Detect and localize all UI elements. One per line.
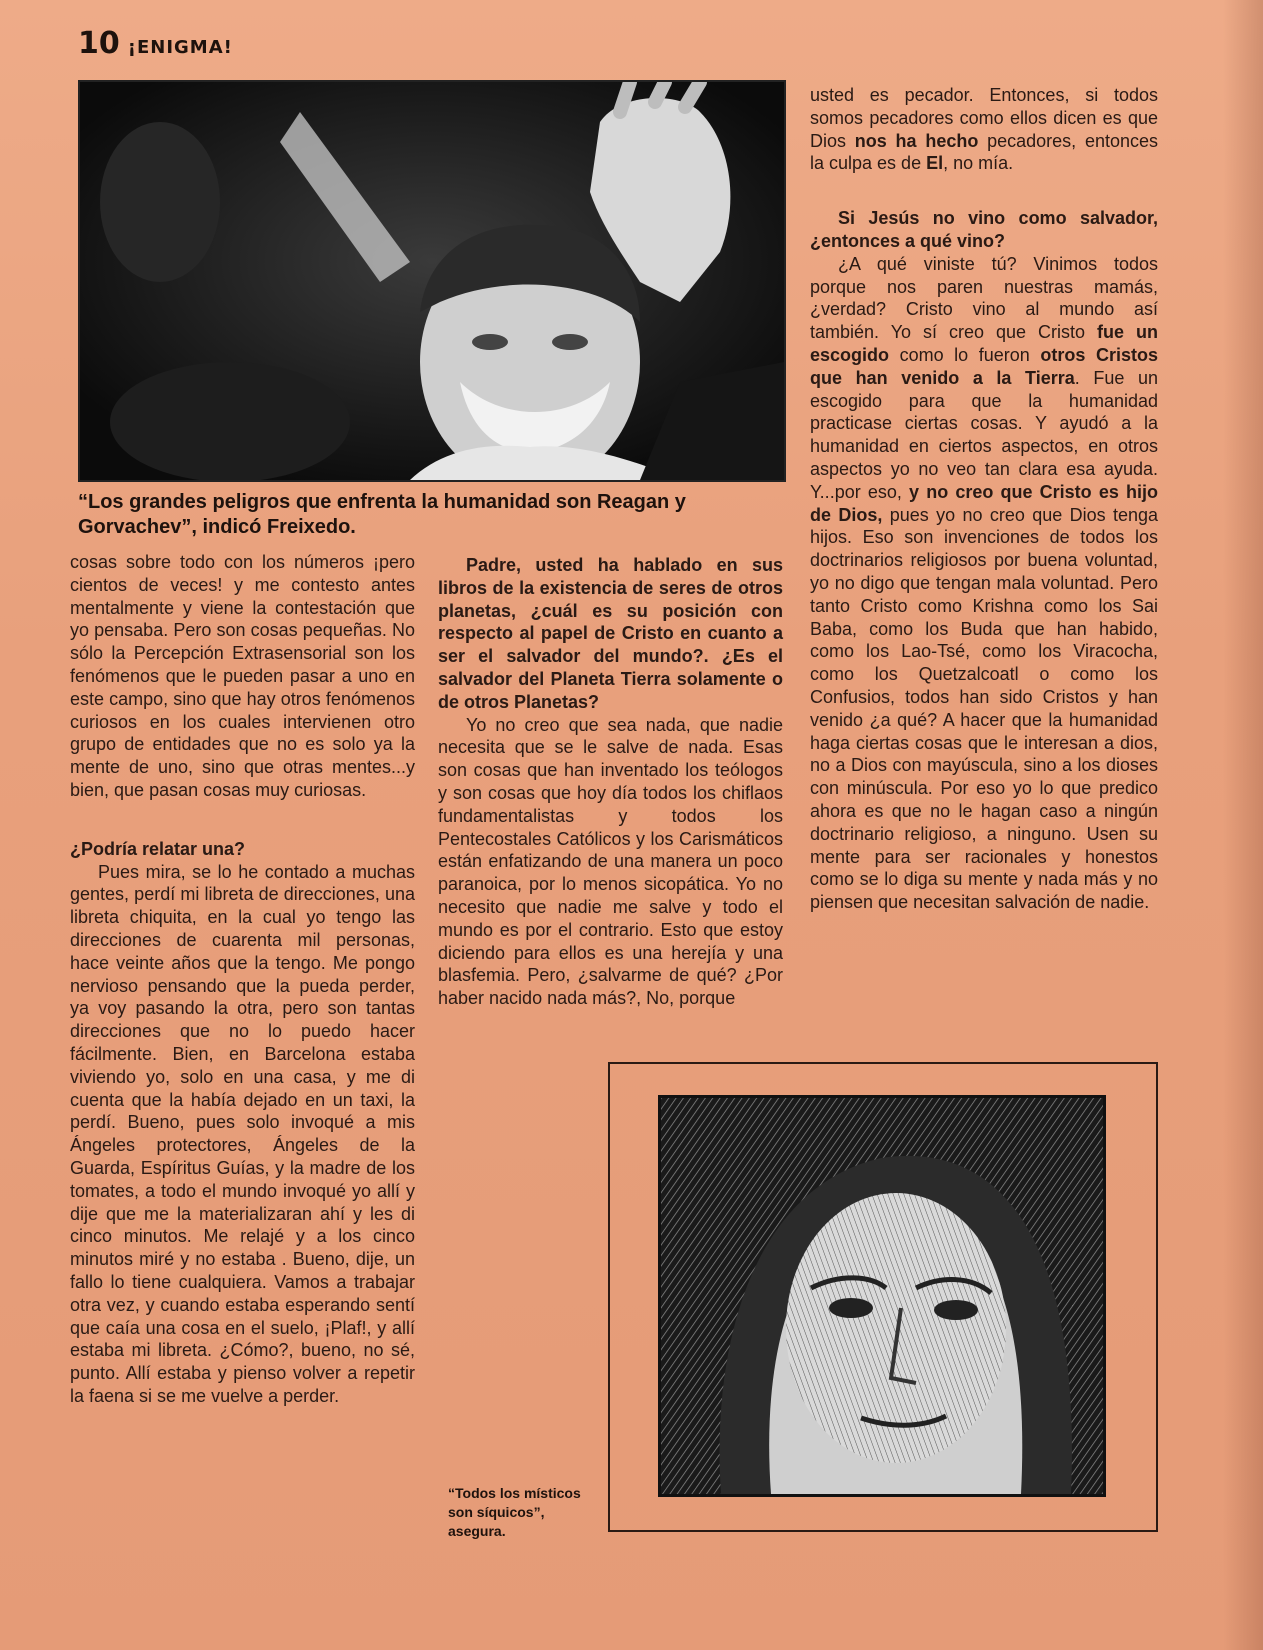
photo-top [78,80,786,482]
nun-portrait-engraving-icon [661,1098,1103,1494]
question-heading: Si Jesús no vino como salvador, ¿entonces a qué vino? [810,208,1158,251]
paragraph: usted es pecador. Entonces, si todos somos pecadores como ellos dicen es que Dios nos ha hecho pecadores, entonces la culpa es de El, no mía. [810,85,1158,174]
column-1 [70,551,415,1408]
magazine-name: ¡ENIGMA! [127,37,233,58]
question-heading: Padre, usted ha hablado en sus libros de la existencia de seres de otros planetas, ¿cuál es su posición con respecto al papel de Cristo en cuanto a ser el salvador del mundo?. ¿Es el salvador del Planeta Tierra solamente o de otros Planetas? [438,555,783,712]
question-heading: ¿Podría relatar una? [70,838,246,859]
photo-bottom [658,1095,1106,1497]
page-header [78,26,233,61]
smiling-man-photo-icon [80,82,784,480]
paragraph: ¿A qué viniste tú? Vinimos todos porque nos paren nuestras mamás, ¿verdad? Cristo vino al mundo así también. Yo sí creo que Cristo fue un escogido como lo fueron otros Cristos que han venido a la Tierra. Fue un escogido para que la humanidad practicase ciertas cosas. Y ayudó a la humanidad en ciertos aspectos, en otros aspectos yo no veo tan clara esa ayuda. Y...por eso, y no creo que Cristo es hijo de Dios, pues yo no creo que Dios tenga hijos. Eso son invenciones de todos los doctrinarios religiosos por buena voluntad, yo no digo que tengan mala voluntad. Pero tanto Cristo como Krishna como los Sai Baba, como los Buda que han habido, como los Lao-Tsé, como los Viracocha, como los Quetzalcoatl o como los Confusios, todos han sido Cristos y han venido ¿a qué? A hacer que la humanidad haga ciertas cosas que le interesan a dios, no a Dios con mayúscula, sino a los dioses con minúscula. Por eso yo lo que predico ahora es que no le hagan caso a ningún doctrinario religioso, a ninguno. Usen su mente para ser racionales y honestos como se lo diga su mente y nada más y no piensen que necesitan salvación de nadie. [810,253,1159,913]
paragraph: Yo no creo que sea nada, que nadie necesita que se le salve de nada. Esas son cosas que han inventado los teólogos y son cosas que hoy día todos los chiflaos fundamentalistas y todos los Pentecostales Católicos y los Carismáticos están enfatizando de una manera un poco paranoica, por lo menos sicopática. Yo no necesito que nadie me salve y todo el mundo es por el contrario. Esto que estoy diciendo para ellos es una herejía y una blasfemia. Pero, ¿salvarme de qué? ¿Por haber nacido nada más?, No, porque [438,714,783,1009]
column-2 [438,554,783,1010]
paragraph: cosas sobre todo con los números ¡pero cientos de veces! y me contesto antes mentalmente y viene la contestación que yo pensaba. Pero son cosas pequeñas. No sólo la Percepción Extrasensorial son los fenómenos que le pueden pasar a uno en este campo, sino que hay otros fenómenos curiosos en los cuales intervienen otro grupo de entidades que no es solo ya la mente de uno, sino que otras mentes...y bien, que pasan cosas muy curiosas. [70,552,415,800]
page-edge-shadow [1223,0,1263,1650]
column-3 [810,84,1158,914]
photo-bottom-caption: “Todos los místicos son síquicos”, asegura. [448,1485,581,1539]
paragraph: Pues mira, se lo he contado a muchas gentes, perdí mi libreta de direcciones, una libreta chiquita, en la cual yo tengo las direcciones de cuarenta mil personas, hace veinte años que la tengo. Me pongo nervioso pensando que la pueda perder, ya voy pasando la otra, pero son tantas direcciones que no lo puedo hacer fácilmente. Bien, en Barcelona estaba viviendo yo, solo en una casa, y me di cuenta que la había dejado en un taxi, la perdí. Bueno, pues solo invoqué a mis Ángeles protectores, Ángeles de la Guarda, Espíritus Guías, y la madre de los tomates, a todo el mundo invoqué yo allí y dije que me la materializaran ahí y les di cinco minutos. Me relajé y a los cinco minutos miré y no estaba . Bueno, dije, un fallo lo tiene cualquiera. Vamos a trabajar otra vez, y cuando estaba esperando sentí que caía una cosa en el suelo, ¡Plaf!, y allí estaba mi libreta. ¿Cómo?, bueno, no sé, punto. Allí estaba y pienso volver a repetir la faena si se me vuelve a perder. [70,861,415,1406]
page-number: 10 [78,26,120,61]
photo-top-caption: “Los grandes peligros que enfrenta la humanidad son Reagan y Gorvachev”, indicó Freixedo. [78,491,686,538]
